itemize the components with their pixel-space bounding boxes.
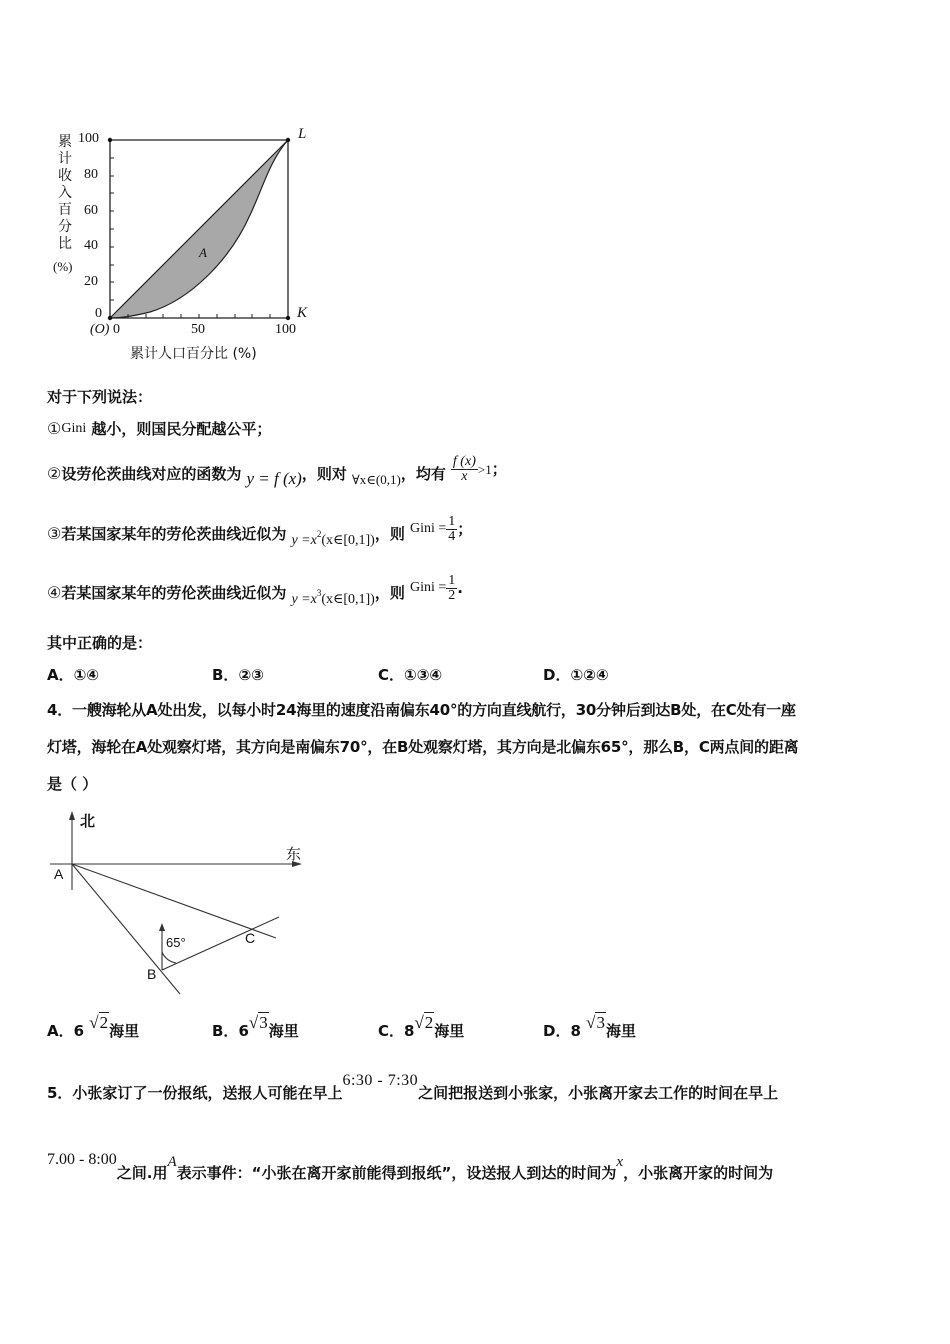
label-k: K [297, 305, 308, 321]
fraction-one-half: $\frac{1}{2}$ [448, 573, 456, 603]
q3-intro: 对于下列说法： [47, 388, 153, 406]
equality-line [110, 140, 288, 318]
y-axis-unit: (%) [53, 259, 73, 274]
time-range-2: 7.00 - 8:00 [47, 1151, 117, 1168]
east-label: 东 [286, 845, 302, 863]
x-tick-100: 100 [275, 322, 296, 337]
q5-line-2: 7.00 - 8:00之间.用A表示事件：“小张在离开家前能得到报纸”，设送报人到达的时间为x，小张离开家的时间为 [47, 1151, 774, 1182]
q4-option-c[interactable]: C．8√2海里 [378, 1013, 465, 1040]
y-tick-0: 0 [95, 306, 102, 321]
q4-text-line-3: 是（ ） [47, 775, 98, 793]
x-tick-0: 0 [113, 322, 120, 337]
time-range-1: 6:30 - 7:30 [342, 1072, 419, 1089]
sqrt-icon: √3 [586, 1013, 605, 1032]
q3-option-c[interactable]: C．①③④ [378, 666, 443, 684]
sqrt-icon: √2 [414, 1013, 434, 1032]
point-c-label: C [245, 930, 256, 946]
q4-option-d[interactable]: D．8 √3海里 [543, 1013, 636, 1040]
event-var-a: A [167, 1154, 177, 1170]
north-label: 北 [80, 812, 96, 830]
q3-option-a[interactable]: A．①④ [47, 666, 100, 684]
fraction-fx-over-x: $\frac{f (x)}{x}$ [452, 454, 476, 484]
point-b-label: B [147, 966, 157, 982]
y-tick-100: 100 [78, 131, 99, 146]
var-x: x [616, 1154, 624, 1170]
point-a-label: A [54, 866, 64, 882]
q3-option-d[interactable]: D．①②④ [543, 666, 609, 684]
q3-statement-2: ②设劳伦茨曲线对应的函数为 y = f (x)，则对 $_{\forall x\in(0,1)}$，均有 $\frac{f (x)}{x}$ >1； [47, 454, 507, 488]
sqrt-icon: √2 [89, 1013, 109, 1032]
y-tick-80: 80 [84, 167, 98, 182]
north-arrow-head [69, 811, 75, 820]
q5-line-1: 5．小张家订了一份报纸，送报人可能在早上6:30 - 7:30之间把报送到小张家，小张离开家去工作的时间在早上 [47, 1072, 779, 1102]
q3-prompt: 其中正确的是： [47, 634, 153, 652]
x-axis-label: 累计人口百分比 (%) [130, 346, 257, 362]
y-tick-40: 40 [84, 238, 98, 253]
label-a: A [199, 245, 207, 260]
q4-option-b[interactable]: B．6√3海里 [212, 1013, 299, 1040]
angle-label: 65° [166, 935, 186, 950]
label-l: L [298, 126, 307, 142]
lorenz-chart [40, 120, 330, 370]
origin-label: (O) [90, 322, 110, 337]
q3-statement-4: ④若某国家某年的劳伦茨曲线近似为 $y =x^3(x\in[0,1])$，则 Gini = $\frac{1}{2}$ . [47, 573, 463, 607]
q3-option-b[interactable]: B．②③ [212, 666, 264, 684]
q4-diagram [40, 800, 320, 1000]
q4-option-a[interactable]: A．6 √2海里 [47, 1013, 140, 1040]
q4-text-line-2: 灯塔，海轮在A处观察灯塔，其方向是南偏东70°，在B处观察灯塔，其方向是北偏东65°，那么B，C两点间的距离 [47, 738, 799, 756]
x-tick-50: 50 [191, 322, 205, 337]
fraction-one-quarter: $\frac{1}{4}$ [448, 514, 456, 544]
y-tick-20: 20 [84, 274, 98, 289]
sqrt-icon: √3 [248, 1013, 268, 1032]
q3-statement-3: ③若某国家某年的劳伦茨曲线近似为 $y =x^2(x\in[0,1])$，则 Gini = $\frac{1}{4}$ ； [47, 514, 473, 548]
y-axis-label: 累 计 收 入 百 分 比 [58, 134, 72, 252]
q3-statement-1: ①Gini 越小，则国民分配越公平； [47, 420, 272, 438]
y-tick-60: 60 [84, 203, 98, 218]
q4-text-line-1: 4．一艘海轮从A处出发，以每小时24海里的速度沿南偏东40°的方向直线航行，30分钟后到达B处，在C处有一座 [47, 701, 796, 719]
b-north-arrow-head [159, 923, 165, 931]
